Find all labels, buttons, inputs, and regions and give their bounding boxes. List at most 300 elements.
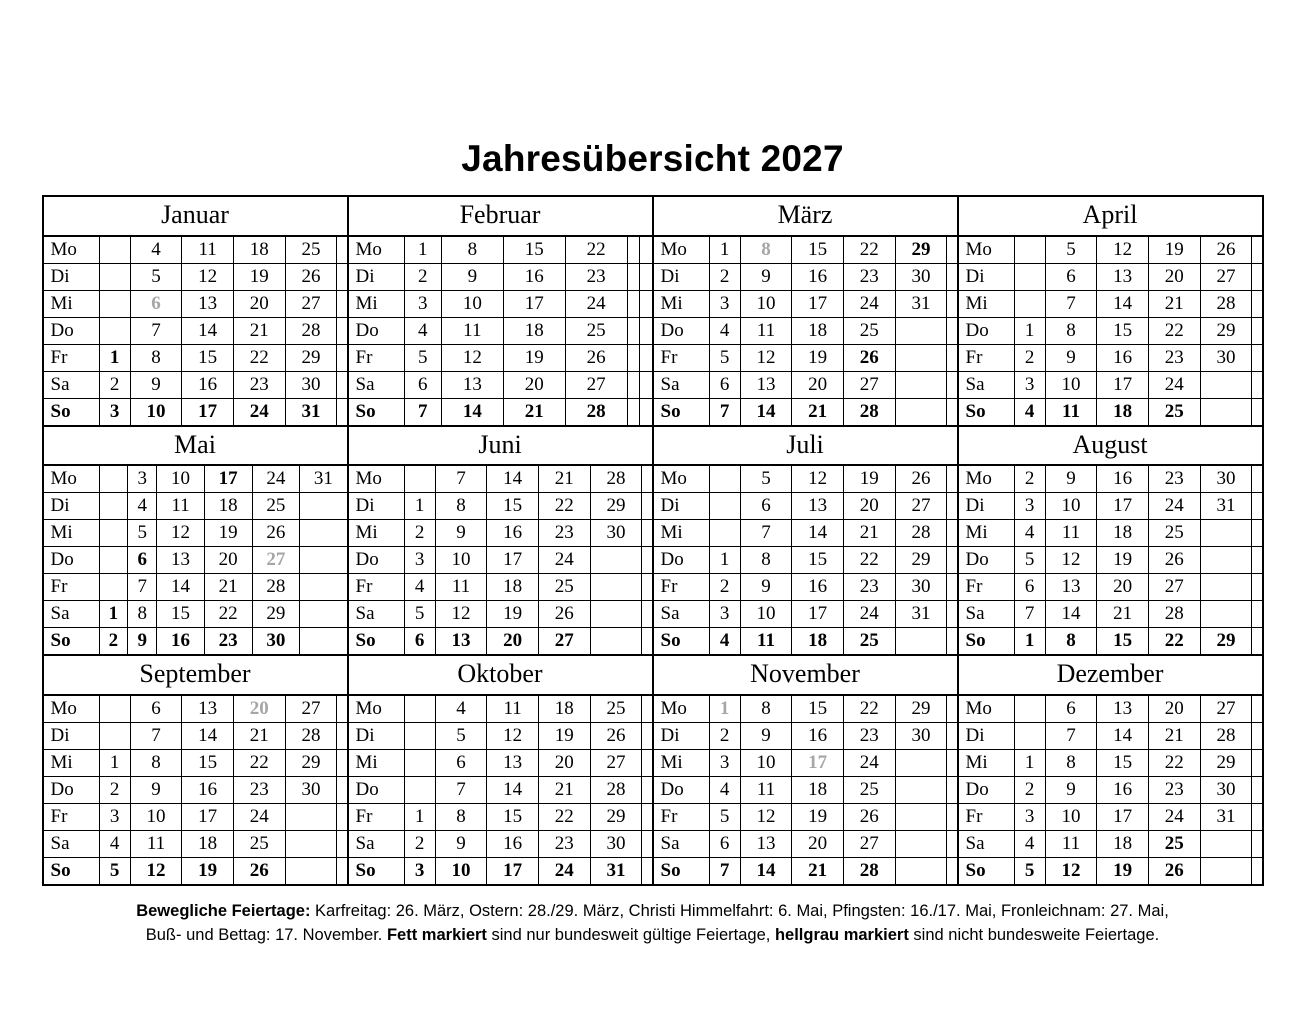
day-cell: 22 bbox=[565, 236, 627, 263]
weekday-row bbox=[654, 803, 957, 830]
day-cell-empty bbox=[1252, 520, 1262, 547]
day-cell: 4 bbox=[1014, 398, 1045, 425]
weekday-label: Fr bbox=[959, 344, 1015, 371]
day-cell: 16 bbox=[792, 722, 844, 749]
day-cell: 10 bbox=[435, 857, 487, 884]
day-cell: 21 bbox=[233, 317, 285, 344]
day-cell: 23 bbox=[233, 776, 285, 803]
day-cell-empty bbox=[642, 493, 652, 520]
day-cell: 14 bbox=[441, 398, 503, 425]
day-cell-empty bbox=[1200, 547, 1252, 574]
day-cell: 22 bbox=[843, 695, 895, 722]
weekday-row bbox=[44, 776, 347, 803]
day-cell: 31 bbox=[1200, 493, 1252, 520]
day-cell: 29 bbox=[590, 803, 642, 830]
day-cell-empty bbox=[99, 466, 128, 493]
holiday-national: 6 bbox=[137, 549, 147, 571]
holiday-national: 26 bbox=[859, 346, 879, 368]
day-cell: 12 bbox=[441, 344, 503, 371]
day-cell: 28 bbox=[1148, 601, 1200, 628]
weekday-row bbox=[959, 601, 1262, 628]
day-cell: 13 bbox=[441, 371, 503, 398]
weekday-row bbox=[349, 344, 652, 371]
day-cell: 31 bbox=[895, 290, 947, 317]
day-cell: 18 bbox=[233, 236, 285, 263]
day-cell: 13 bbox=[740, 830, 792, 857]
day-cell: 9 bbox=[435, 520, 487, 547]
day-cell-empty bbox=[947, 466, 957, 493]
day-cell-empty bbox=[337, 263, 347, 290]
day-cell-empty bbox=[337, 371, 347, 398]
day-cell: 12 bbox=[1097, 236, 1149, 263]
day-cell: 21 bbox=[538, 776, 590, 803]
day-cell-empty bbox=[99, 317, 130, 344]
day-cell-empty bbox=[947, 776, 957, 803]
weekday-label: So bbox=[349, 398, 405, 425]
weekday-row bbox=[654, 830, 957, 857]
day-cell-empty bbox=[895, 749, 947, 776]
day-cell: 9 bbox=[435, 830, 487, 857]
day-cell-empty bbox=[300, 628, 347, 655]
day-cell-empty bbox=[627, 371, 640, 398]
weekday-row bbox=[959, 520, 1262, 547]
day-cell: 7 bbox=[1045, 290, 1097, 317]
day-cell: 30 bbox=[1200, 776, 1252, 803]
day-cell-empty bbox=[404, 776, 435, 803]
month-oktober bbox=[347, 656, 652, 884]
day-cell: 5 bbox=[130, 263, 182, 290]
day-cell: 6 bbox=[740, 493, 792, 520]
month-name: Mai bbox=[44, 427, 347, 466]
weekday-row bbox=[959, 344, 1262, 371]
weekday-label: Sa bbox=[44, 371, 100, 398]
weekday-row bbox=[654, 493, 957, 520]
day-cell: 8 bbox=[435, 803, 487, 830]
day-cell: 7 bbox=[1014, 601, 1045, 628]
day-cell: 7 bbox=[709, 857, 740, 884]
day-cell: 9 bbox=[130, 371, 182, 398]
holiday-national: 29 bbox=[911, 238, 931, 260]
weekday-label: Mo bbox=[654, 236, 710, 263]
weekday-label: Di bbox=[349, 722, 405, 749]
day-cell: 10 bbox=[435, 547, 487, 574]
day-cell-empty bbox=[627, 344, 640, 371]
day-cell: 10 bbox=[740, 749, 792, 776]
weekday-row bbox=[349, 722, 652, 749]
weekday-row bbox=[44, 263, 347, 290]
day-cell: 30 bbox=[590, 520, 642, 547]
day-cell: 7 bbox=[128, 574, 157, 601]
weekday-row bbox=[654, 371, 957, 398]
holiday-regional: 1 bbox=[719, 697, 730, 719]
weekday-row bbox=[44, 398, 347, 425]
weekday-label: Di bbox=[349, 263, 405, 290]
month-name: September bbox=[44, 656, 347, 695]
weekday-label: Fr bbox=[654, 574, 710, 601]
day-cell: 8 bbox=[740, 547, 792, 574]
weekday-row bbox=[44, 547, 347, 574]
day-cell: 1 bbox=[404, 236, 441, 263]
holiday-regional: 8 bbox=[761, 238, 771, 260]
weekday-label: Fr bbox=[959, 574, 1015, 601]
day-cell-empty bbox=[99, 493, 128, 520]
holiday-regional: 20 bbox=[249, 697, 269, 719]
month-november bbox=[652, 656, 957, 884]
weekday-label: Mo bbox=[654, 466, 710, 493]
day-cell-empty bbox=[1252, 398, 1262, 425]
day-cell-empty bbox=[1252, 776, 1262, 803]
footnote-text-1: Karfreitag: 26. März, Ostern: 28./29. März, Christi Himmelfahrt: 6. Mai, Pfingsten: 16./17. Mai, Fronleichnam: 27. Mai, bbox=[310, 901, 1169, 920]
weekday-label: Di bbox=[44, 263, 100, 290]
day-cell: 14 bbox=[182, 317, 234, 344]
day-cell: 3 bbox=[404, 290, 441, 317]
day-cell: 16 bbox=[157, 628, 205, 655]
day-cell-empty bbox=[947, 749, 957, 776]
weekday-label: Sa bbox=[349, 601, 405, 628]
day-cell: 21 bbox=[503, 398, 565, 425]
day-cell: 6 bbox=[435, 749, 487, 776]
day-cell: 26 bbox=[1148, 857, 1200, 884]
day-cell: 25 bbox=[1148, 520, 1200, 547]
weekday-row bbox=[349, 803, 652, 830]
day-cell: 10 bbox=[1045, 493, 1097, 520]
day-cell: 29 bbox=[895, 547, 947, 574]
day-cell: 19 bbox=[1097, 547, 1149, 574]
day-cell: 23 bbox=[843, 722, 895, 749]
day-cell: 23 bbox=[843, 263, 895, 290]
day-cell: 2 bbox=[404, 830, 435, 857]
day-cell-empty bbox=[1252, 290, 1262, 317]
weekday-label: Fr bbox=[654, 803, 710, 830]
day-cell: 4 bbox=[99, 830, 130, 857]
day-cell: 29 bbox=[1200, 749, 1252, 776]
day-cell-empty bbox=[337, 398, 347, 425]
day-cell: 11 bbox=[740, 628, 792, 655]
month-dezember bbox=[957, 656, 1262, 884]
weekday-label: Do bbox=[654, 776, 710, 803]
day-cell: 16 bbox=[487, 520, 539, 547]
weekday-row bbox=[349, 547, 652, 574]
day-cell: 4 bbox=[128, 493, 157, 520]
day-cell-empty bbox=[709, 520, 740, 547]
day-cell: 22 bbox=[538, 493, 590, 520]
day-cell: 13 bbox=[740, 371, 792, 398]
day-cell: 18 bbox=[1097, 830, 1149, 857]
day-cell: 23 bbox=[1148, 776, 1200, 803]
weekday-row bbox=[959, 830, 1262, 857]
month-august bbox=[957, 427, 1262, 655]
day-cell-empty bbox=[947, 695, 957, 722]
day-cell: 12 bbox=[792, 466, 844, 493]
weekday-label: Di bbox=[959, 263, 1015, 290]
weekday-row bbox=[44, 695, 347, 722]
weekday-label: Do bbox=[44, 317, 100, 344]
day-cell: 3 bbox=[1014, 493, 1045, 520]
day-cell: 8 bbox=[1045, 317, 1097, 344]
weekday-label: Sa bbox=[349, 830, 405, 857]
day-cell-empty bbox=[1252, 263, 1262, 290]
day-cell: 13 bbox=[182, 695, 234, 722]
day-cell: 27 bbox=[285, 695, 337, 722]
day-cell: 13 bbox=[487, 749, 539, 776]
day-cell-empty bbox=[285, 803, 337, 830]
day-cell: 27 bbox=[1200, 695, 1252, 722]
day-cell-empty bbox=[99, 547, 128, 574]
weekday-row bbox=[654, 317, 957, 344]
holiday-national: 25 bbox=[1164, 832, 1184, 854]
day-cell: 18 bbox=[792, 628, 844, 655]
day-cell: 30 bbox=[252, 628, 300, 655]
day-cell: 30 bbox=[285, 371, 337, 398]
day-cell: 16 bbox=[1097, 344, 1149, 371]
day-cell: 4 bbox=[404, 574, 435, 601]
day-cell-empty bbox=[1252, 830, 1262, 857]
weekday-label: Di bbox=[654, 722, 710, 749]
day-cell: 2 bbox=[99, 776, 130, 803]
day-cell: 20 bbox=[204, 547, 252, 574]
weekday-label: Sa bbox=[44, 601, 100, 628]
day-cell: 11 bbox=[487, 695, 539, 722]
weekday-row bbox=[959, 574, 1262, 601]
day-cell: 11 bbox=[1045, 520, 1097, 547]
weekday-label: So bbox=[349, 628, 405, 655]
day-cell bbox=[792, 749, 844, 776]
day-cell: 3 bbox=[99, 803, 130, 830]
weekday-row bbox=[44, 749, 347, 776]
weekday-row bbox=[44, 236, 347, 263]
day-cell-empty bbox=[337, 236, 347, 263]
weekday-row bbox=[349, 317, 652, 344]
day-cell: 6 bbox=[404, 371, 441, 398]
weekday-label: Sa bbox=[654, 830, 710, 857]
day-cell-empty bbox=[99, 574, 128, 601]
day-cell: 17 bbox=[792, 601, 844, 628]
day-cell: 28 bbox=[285, 722, 337, 749]
day-cell: 4 bbox=[130, 236, 182, 263]
weekday-label: Di bbox=[44, 722, 100, 749]
day-cell bbox=[1148, 830, 1200, 857]
day-cell: 13 bbox=[1097, 263, 1149, 290]
day-cell: 22 bbox=[1148, 749, 1200, 776]
day-cell-empty bbox=[590, 574, 642, 601]
day-cell: 11 bbox=[1045, 398, 1097, 425]
footnote-text-2c: sind nicht bundesweite Feiertage. bbox=[908, 925, 1160, 944]
weekday-row bbox=[959, 547, 1262, 574]
footnote-bold-1: Fett markiert bbox=[386, 925, 487, 944]
day-cell-empty bbox=[947, 236, 957, 263]
weekday-row bbox=[44, 628, 347, 655]
day-cell: 28 bbox=[590, 466, 642, 493]
day-cell: 24 bbox=[538, 857, 590, 884]
day-cell: 25 bbox=[252, 493, 300, 520]
day-cell: 22 bbox=[1148, 317, 1200, 344]
day-cell-empty bbox=[300, 574, 347, 601]
day-cell: 17 bbox=[1097, 371, 1149, 398]
month-juni bbox=[347, 427, 652, 655]
day-cell: 5 bbox=[709, 803, 740, 830]
weekday-row bbox=[349, 371, 652, 398]
day-cell: 11 bbox=[435, 574, 487, 601]
day-cell: 25 bbox=[843, 776, 895, 803]
day-cell-empty bbox=[1200, 371, 1252, 398]
day-cell: 30 bbox=[1200, 344, 1252, 371]
day-cell: 9 bbox=[130, 776, 182, 803]
weekday-row bbox=[959, 695, 1262, 722]
month-day-grid bbox=[959, 695, 1262, 884]
day-cell: 18 bbox=[487, 574, 539, 601]
day-cell: 21 bbox=[1097, 601, 1149, 628]
day-cell: 15 bbox=[503, 236, 565, 263]
day-cell: 6 bbox=[130, 695, 182, 722]
day-cell: 8 bbox=[128, 601, 157, 628]
weekday-row bbox=[349, 776, 652, 803]
day-cell-empty bbox=[627, 263, 640, 290]
day-cell: 13 bbox=[1045, 574, 1097, 601]
weekday-row bbox=[959, 398, 1262, 425]
day-cell: 1 bbox=[99, 749, 130, 776]
day-cell: 17 bbox=[1097, 803, 1149, 830]
day-cell: 31 bbox=[300, 466, 347, 493]
day-cell-empty bbox=[642, 547, 652, 574]
day-cell: 18 bbox=[538, 695, 590, 722]
weekday-label: So bbox=[654, 398, 710, 425]
day-cell: 2 bbox=[1014, 466, 1045, 493]
day-cell: 9 bbox=[441, 263, 503, 290]
day-cell: 5 bbox=[1014, 857, 1045, 884]
day-cell: 22 bbox=[233, 749, 285, 776]
day-cell: 21 bbox=[204, 574, 252, 601]
weekday-row bbox=[349, 628, 652, 655]
day-cell-empty bbox=[947, 857, 957, 884]
day-cell: 9 bbox=[740, 263, 792, 290]
weekday-row bbox=[654, 857, 957, 884]
day-cell: 22 bbox=[233, 344, 285, 371]
month-row-2 bbox=[44, 425, 1262, 655]
day-cell-empty bbox=[99, 520, 128, 547]
day-cell: 18 bbox=[792, 776, 844, 803]
day-cell-empty bbox=[337, 344, 347, 371]
footnote-line-1 bbox=[58, 900, 1248, 924]
day-cell-empty bbox=[1252, 236, 1262, 263]
day-cell-empty bbox=[642, 803, 652, 830]
day-cell: 18 bbox=[182, 830, 234, 857]
day-cell: 30 bbox=[1200, 466, 1252, 493]
day-cell-empty bbox=[590, 628, 642, 655]
weekday-label: Do bbox=[654, 317, 710, 344]
day-cell: 8 bbox=[130, 344, 182, 371]
day-cell: 2 bbox=[99, 371, 130, 398]
holiday-regional: 6 bbox=[151, 292, 161, 314]
day-cell: 21 bbox=[792, 398, 844, 425]
weekday-label: Mi bbox=[44, 520, 100, 547]
weekday-label: Di bbox=[349, 493, 405, 520]
day-cell: 23 bbox=[233, 371, 285, 398]
day-cell: 5 bbox=[709, 344, 740, 371]
day-cell: 5 bbox=[404, 601, 435, 628]
weekday-label: Sa bbox=[959, 601, 1015, 628]
weekday-row bbox=[44, 344, 347, 371]
day-cell-empty bbox=[1252, 493, 1262, 520]
day-cell bbox=[99, 601, 128, 628]
month-day-grid bbox=[959, 465, 1262, 654]
weekday-label: So bbox=[959, 628, 1015, 655]
weekday-label: Di bbox=[654, 493, 710, 520]
day-cell: 17 bbox=[503, 290, 565, 317]
day-cell: 24 bbox=[252, 466, 300, 493]
weekday-label: Fr bbox=[349, 344, 405, 371]
day-cell: 15 bbox=[157, 601, 205, 628]
day-cell: 20 bbox=[1148, 695, 1200, 722]
day-cell: 15 bbox=[487, 803, 539, 830]
weekday-label: Mo bbox=[44, 695, 100, 722]
day-cell: 2 bbox=[1014, 776, 1045, 803]
day-cell: 25 bbox=[590, 695, 642, 722]
day-cell-empty bbox=[590, 547, 642, 574]
weekday-label: Mi bbox=[959, 520, 1015, 547]
day-cell-empty bbox=[1252, 344, 1262, 371]
day-cell: 4 bbox=[435, 695, 487, 722]
day-cell: 21 bbox=[233, 722, 285, 749]
day-cell: 20 bbox=[843, 493, 895, 520]
day-cell-empty bbox=[640, 290, 652, 317]
day-cell: 19 bbox=[503, 344, 565, 371]
day-cell: 22 bbox=[204, 601, 252, 628]
day-cell bbox=[709, 695, 740, 722]
month-day-grid bbox=[44, 465, 347, 654]
weekday-row bbox=[959, 857, 1262, 884]
month-name: August bbox=[959, 427, 1262, 466]
weekday-label: Do bbox=[959, 317, 1015, 344]
weekday-label: Do bbox=[959, 776, 1015, 803]
day-cell: 24 bbox=[843, 749, 895, 776]
day-cell: 16 bbox=[487, 830, 539, 857]
day-cell: 16 bbox=[1097, 776, 1149, 803]
day-cell: 24 bbox=[1148, 803, 1200, 830]
day-cell: 13 bbox=[182, 290, 234, 317]
day-cell: 1 bbox=[709, 236, 740, 263]
day-cell: 9 bbox=[128, 628, 157, 655]
day-cell: 28 bbox=[252, 574, 300, 601]
day-cell-empty bbox=[947, 371, 957, 398]
day-cell: 28 bbox=[565, 398, 627, 425]
day-cell: 30 bbox=[590, 830, 642, 857]
weekday-label: Mo bbox=[959, 695, 1015, 722]
day-cell-empty bbox=[640, 344, 652, 371]
day-cell: 15 bbox=[792, 695, 844, 722]
day-cell-empty bbox=[947, 628, 957, 655]
holiday-national: 17 bbox=[218, 468, 238, 490]
day-cell: 27 bbox=[1200, 263, 1252, 290]
day-cell: 2 bbox=[404, 520, 435, 547]
day-cell: 6 bbox=[1014, 574, 1045, 601]
day-cell: 18 bbox=[1097, 398, 1149, 425]
day-cell-empty bbox=[1252, 628, 1262, 655]
weekday-label: Fr bbox=[654, 344, 710, 371]
day-cell bbox=[130, 290, 182, 317]
day-cell-empty bbox=[99, 695, 130, 722]
day-cell: 10 bbox=[740, 601, 792, 628]
day-cell: 21 bbox=[1148, 722, 1200, 749]
footnote-bold-2: hellgrau markiert bbox=[774, 925, 909, 944]
day-cell: 24 bbox=[1148, 371, 1200, 398]
day-cell bbox=[128, 547, 157, 574]
day-cell: 5 bbox=[128, 520, 157, 547]
day-cell: 30 bbox=[285, 776, 337, 803]
weekday-label: So bbox=[654, 857, 710, 884]
day-cell-empty bbox=[404, 722, 435, 749]
weekday-row bbox=[44, 722, 347, 749]
weekday-label: Mo bbox=[44, 466, 100, 493]
